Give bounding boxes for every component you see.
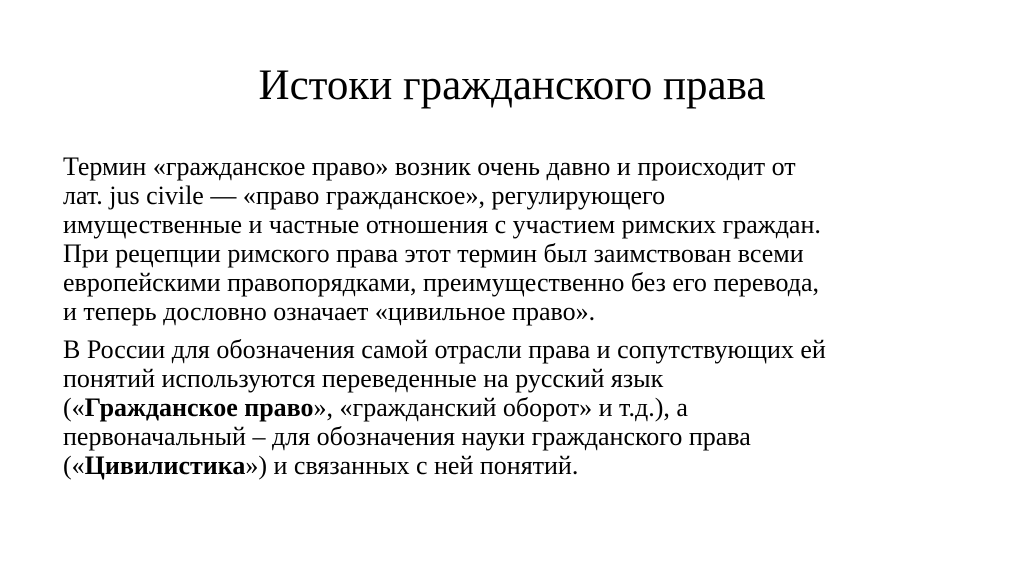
text-fragment: ») и связанных с ней понятий. bbox=[245, 451, 579, 480]
paragraph-etymology bbox=[63, 152, 953, 326]
text-line: В России для обозначения самой отрасли права и сопутствующих ей bbox=[63, 335, 826, 364]
text-line: первоначальный – для обозначения науки гражданского права bbox=[63, 422, 751, 451]
text-line: понятий используются переведенные на русский язык bbox=[63, 364, 664, 393]
text-line: лат. jus civile — «право гражданское», регулирующего bbox=[63, 181, 666, 210]
text-line bbox=[63, 451, 953, 480]
text-fragment: (« bbox=[63, 451, 85, 480]
term-civil-law: Гражданское право bbox=[84, 393, 314, 422]
text-line: При рецепции римского права этот термин был заимствован всеми bbox=[63, 239, 804, 268]
text-line: и теперь дословно означает «цивильное право». bbox=[63, 297, 596, 326]
text-line: Термин «гражданское право» возник очень давно и происходит от bbox=[63, 152, 796, 181]
text-fragment: », «гражданский оборот» и т.д.), а bbox=[313, 393, 688, 422]
text-line bbox=[63, 393, 953, 422]
text-line: европейскими правопорядками, преимущественно без его перевода, bbox=[63, 268, 820, 297]
text-line: имущественные и частные отношения с участием римских граждан. bbox=[63, 210, 821, 239]
slide-title: Истоки гражданского права bbox=[258, 62, 766, 109]
text-fragment: (« bbox=[63, 393, 85, 422]
slide-body bbox=[63, 152, 953, 489]
term-civilistics: Цивилистика bbox=[84, 451, 246, 480]
paragraph-russia bbox=[63, 335, 953, 480]
